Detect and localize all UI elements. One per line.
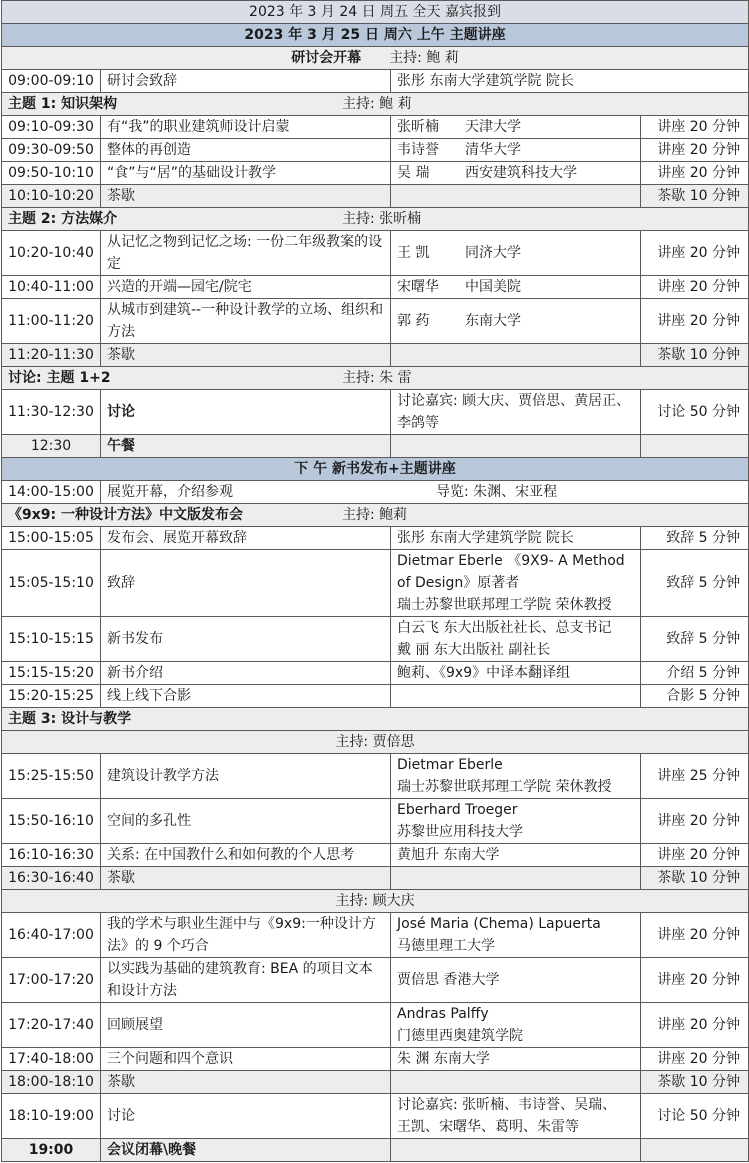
speaker-cell: [391, 913, 641, 958]
duration-text: 合影 5 分钟: [666, 688, 741, 704]
item-text: “食”与“居”的基础设计教学: [107, 165, 277, 181]
item-cell: [101, 1071, 391, 1094]
speaker-org: 同济大学: [465, 245, 521, 261]
table-row: [2, 958, 749, 1003]
speaker-cell: [391, 390, 641, 435]
speaker-cell: [391, 276, 641, 299]
time-cell: [2, 299, 101, 344]
item-cell: [101, 162, 391, 185]
speaker-cell: [391, 139, 641, 162]
speaker-line: 张彤 东南大学建筑学院 院长: [397, 530, 574, 546]
item-text: 发布会、展览开幕致辞: [107, 530, 247, 546]
speaker-org: 东南大学: [465, 313, 521, 329]
time-text: 15:00-15:05: [8, 530, 94, 546]
item-text: 线上线下合影: [107, 688, 191, 704]
day1-banner-text: 2023 年 3 月 24 日 周五 全天 嘉宾报到: [249, 4, 501, 20]
item-text: 关系: 在中国教什么和如何教的个人思考: [107, 847, 355, 863]
time-cell: [2, 70, 101, 93]
table-row: [2, 367, 749, 390]
item-cell: [101, 1139, 391, 1162]
afternoon-banner-text: 下 午 新书发布+主题讲座: [294, 461, 456, 477]
item-text: 会议闭幕\晚餐: [107, 1142, 197, 1158]
duration-text: 讲座 25 分钟: [657, 768, 741, 784]
item-cell: [101, 958, 391, 1003]
speaker-name: 王 凯: [397, 245, 430, 261]
speaker-cell: [391, 662, 641, 685]
duration-cell: [641, 116, 749, 139]
speaker-line: 王凯、宋曙华、葛明、朱雷等: [397, 1119, 579, 1135]
speaker-line: Andras Palffy: [397, 1006, 489, 1022]
duration-cell: [641, 1003, 749, 1048]
speaker-cell: [391, 1094, 641, 1139]
time-cell: [2, 116, 101, 139]
time-cell: [2, 958, 101, 1003]
item-cell: [101, 799, 391, 844]
speaker-cell: [391, 344, 641, 367]
table-row: [2, 890, 749, 913]
duration-cell: [641, 1139, 749, 1162]
duration-cell: [641, 299, 749, 344]
duration-text: 讲座 20 分钟: [657, 279, 741, 295]
speaker-block: [397, 276, 634, 298]
table-row: [2, 481, 749, 504]
theme2-header: [2, 208, 749, 231]
afternoon-banner: [2, 458, 749, 481]
item-text: 致辞: [107, 575, 135, 591]
time-cell: [2, 662, 101, 685]
table-row: [2, 344, 749, 367]
speaker-cell: [391, 685, 641, 708]
duration-cell: [641, 231, 749, 276]
speaker-cell: [391, 70, 749, 93]
section-title: 讨论: 主题 1+2: [8, 370, 111, 386]
speaker-block: [397, 242, 634, 264]
table-row: [2, 617, 749, 662]
speaker-line: 马德里理工大学: [397, 938, 495, 954]
item-text: 空间的多孔性: [107, 813, 191, 829]
duration-cell: [641, 662, 749, 685]
item-cell: [101, 662, 391, 685]
time-cell: [2, 550, 101, 617]
table-row: [2, 139, 749, 162]
item-text: 回顾展望: [107, 1017, 163, 1033]
duration-text: 讲座 20 分钟: [657, 313, 741, 329]
duration-text: 讲座 20 分钟: [657, 165, 741, 181]
item-cell: [101, 231, 391, 276]
day2-banner: [2, 24, 749, 47]
speaker-name: 郭 药: [397, 313, 430, 329]
time-text: 17:40-18:00: [8, 1051, 94, 1067]
table-row: [2, 844, 749, 867]
speaker-cell: [391, 527, 641, 550]
duration-cell: [641, 799, 749, 844]
table-row: [2, 754, 749, 799]
speaker-line: 鲍莉、《9x9》中译本翻译组: [397, 665, 571, 681]
table-row: [2, 185, 749, 208]
speaker-cell: [391, 435, 641, 458]
duration-cell: [641, 844, 749, 867]
time-text: 11:30-12:30: [8, 404, 94, 420]
item-cell: [101, 527, 391, 550]
table-row: [2, 24, 749, 47]
table-row: [2, 1, 749, 24]
table-row: [2, 867, 749, 890]
conference-schedule: [1, 0, 749, 1162]
theme1-header: [2, 93, 749, 116]
speaker-cell: [391, 754, 641, 799]
time-text: 09:00-09:10: [8, 73, 94, 89]
section-host: 主持: 张昕楠: [342, 211, 422, 227]
item-text: 研讨会致辞: [107, 73, 177, 89]
duration-text: 讲座 20 分钟: [657, 142, 741, 158]
table-row: [2, 913, 749, 958]
item-text: 有“我”的职业建筑师设计启蒙: [107, 119, 290, 135]
table-row: [2, 799, 749, 844]
duration-cell: [641, 754, 749, 799]
speaker-line: 瑞士苏黎世联邦理工学院 荣休教授: [397, 779, 612, 795]
time-cell: [2, 1048, 101, 1071]
item-cell: [101, 913, 391, 958]
section-title: 主题 1: 知识架构: [8, 96, 118, 112]
table-row: [2, 662, 749, 685]
speaker-cell: [391, 617, 641, 662]
time-text: 17:20-17:40: [8, 1017, 94, 1033]
table-row: [2, 231, 749, 276]
table-row: [2, 162, 749, 185]
speaker-line: 黄旭升 东南大学: [397, 847, 500, 863]
day1-banner: [2, 1, 749, 24]
duration-text: 讲座 20 分钟: [657, 972, 741, 988]
duration-cell: [641, 958, 749, 1003]
item-cell: [101, 139, 391, 162]
duration-text: 讲座 20 分钟: [657, 847, 741, 863]
time-cell: [2, 231, 101, 276]
table-row: [2, 1048, 749, 1071]
item-text: 新书介绍: [107, 665, 163, 681]
item-cell: [101, 481, 749, 504]
time-text: 14:00-15:00: [8, 484, 94, 500]
section-title: 主题 3: 设计与教学: [8, 711, 132, 727]
time-text: 15:15-15:20: [8, 665, 94, 681]
table-row: [2, 1139, 749, 1162]
duration-cell: [641, 1094, 749, 1139]
speaker-line: 戴 丽 东大出版社 副社长: [397, 642, 551, 658]
speaker-org: 中国美院: [465, 279, 521, 295]
speaker-line: 门德里西奥建筑学院: [397, 1028, 523, 1044]
time-text: 15:50-16:10: [8, 813, 94, 829]
speaker-cell: [391, 162, 641, 185]
item-text: 从记忆之物到记忆之场: 一份二年级教案的设定: [107, 234, 383, 272]
item-cell: [101, 1094, 391, 1139]
time-cell: [2, 844, 101, 867]
table-row: [2, 731, 749, 754]
item-text: 以实践为基础的建筑教育: BEA 的项目文本和设计方法: [107, 961, 373, 999]
table-row: [2, 116, 749, 139]
book-header: [2, 504, 749, 527]
table-row: [2, 1003, 749, 1048]
time-text: 09:50-10:10: [8, 165, 94, 181]
item-cell: [101, 685, 391, 708]
item-text: 讨论: [107, 404, 135, 420]
duration-cell: [641, 527, 749, 550]
table-row: [2, 527, 749, 550]
duration-cell: [641, 617, 749, 662]
item-text: 我的学术与职业生涯中与《9x9:一种设计方法》的 9 个巧合: [107, 916, 376, 954]
time-text: 17:00-17:20: [8, 972, 94, 988]
duration-cell: [641, 162, 749, 185]
item-cell: [101, 344, 391, 367]
break-text: 茶歇: [107, 347, 135, 363]
item-cell: [101, 435, 391, 458]
time-cell: [2, 754, 101, 799]
speaker-cell: [391, 1003, 641, 1048]
table-row: [2, 47, 749, 70]
speaker-name: 吴 瑞: [397, 165, 430, 181]
speaker-line: 瑞士苏黎世联邦理工学院 荣休教授: [397, 597, 612, 613]
time-text: 19:00: [28, 1142, 74, 1158]
item-cell: [101, 70, 391, 93]
time-cell: [2, 685, 101, 708]
time-cell: [2, 617, 101, 662]
item-text: 新书发布: [107, 631, 163, 647]
speaker-line: Dietmar Eberle 《9X9- A Method of Design》原著者: [397, 553, 625, 591]
section-host: 主持: 鲍 莉: [389, 50, 459, 66]
item-text: 展览开幕，介绍参观: [107, 484, 233, 500]
time-cell: [2, 139, 101, 162]
speaker-cell: [391, 1071, 641, 1094]
time-text: 15:25-15:50: [8, 768, 94, 784]
duration-text: 致辞 5 分钟: [666, 575, 741, 591]
item-cell: [101, 390, 391, 435]
duration-text: 讲座 20 分钟: [657, 813, 741, 829]
speaker-text: 讨论嘉宾: 顾大庆、贾倍思、黄居正、李鸽等: [397, 393, 631, 431]
speaker-block: [397, 162, 634, 184]
speaker-org: 天津大学: [465, 119, 521, 135]
table-row: [2, 550, 749, 617]
speaker-line: Eberhard Troeger: [397, 802, 518, 818]
section-title: 研讨会开幕: [291, 50, 362, 66]
time-cell: [2, 867, 101, 890]
time-text: 18:00-18:10: [8, 1074, 94, 1090]
day2-banner-text: 2023 年 3 月 25 日 周六 上午 主题讲座: [244, 27, 506, 43]
table-row: [2, 390, 749, 435]
duration-text: 茶歇 10 分钟: [657, 188, 741, 204]
section-title: 主题 2: 方法媒介: [8, 211, 118, 227]
item-text: 午餐: [107, 438, 135, 454]
speaker-text: 张彤 东南大学建筑学院 院长: [397, 73, 574, 89]
speaker-name: 张昕楠: [397, 119, 439, 135]
time-cell: [2, 799, 101, 844]
time-text: 09:10-09:30: [8, 119, 94, 135]
duration-cell: [641, 913, 749, 958]
section-host: 主持: 鲍莉: [342, 507, 408, 523]
time-text: 16:40-17:00: [8, 927, 94, 943]
speaker-cell: [391, 1139, 641, 1162]
time-text: 16:10-16:30: [8, 847, 94, 863]
time-cell: [2, 276, 101, 299]
time-text: 10:20-10:40: [8, 245, 94, 261]
speaker-cell: [391, 185, 641, 208]
time-text: 15:05-15:10: [8, 575, 94, 591]
table-row: [2, 276, 749, 299]
speaker-line: 苏黎世应用科技大学: [397, 824, 523, 840]
time-text: 18:10-19:00: [8, 1108, 94, 1124]
time-cell: [2, 344, 101, 367]
speaker-cell: [391, 550, 641, 617]
duration-text: 致辞 5 分钟: [666, 631, 741, 647]
item-cell: [101, 550, 391, 617]
duration-cell: [641, 344, 749, 367]
time-cell: [2, 913, 101, 958]
break-text: 茶歇: [107, 1074, 135, 1090]
discussion1-header: [2, 367, 749, 390]
speaker-cell: [391, 958, 641, 1003]
opening-header: [2, 47, 749, 70]
time-text: 15:10-15:15: [8, 631, 94, 647]
table-row: [2, 458, 749, 481]
time-cell: [2, 185, 101, 208]
time-cell: [2, 1071, 101, 1094]
speaker-cell: [391, 231, 641, 276]
theme3-host-b: [2, 890, 749, 913]
time-cell: [2, 1003, 101, 1048]
time-cell: [2, 1094, 101, 1139]
duration-cell: [641, 435, 749, 458]
speaker-cell: [391, 799, 641, 844]
time-text: 16:30-16:40: [8, 870, 94, 886]
speaker-cell: [391, 1048, 641, 1071]
time-cell: [2, 435, 101, 458]
time-text: 12:30: [30, 438, 72, 454]
time-text: 10:40-11:00: [8, 279, 94, 295]
speaker-block: [397, 139, 634, 161]
item-cell: [101, 1003, 391, 1048]
item-text: 从城市到建筑--一种设计教学的立场、组织和方法: [107, 302, 384, 340]
duration-cell: [641, 139, 749, 162]
item-cell: [101, 276, 391, 299]
item-text: 整体的再创造: [107, 142, 191, 158]
speaker-cell: [391, 116, 641, 139]
speaker-name: 韦诗誉: [397, 142, 439, 158]
duration-text: 茶歇 10 分钟: [657, 347, 741, 363]
duration-text: 茶歇 10 分钟: [657, 1074, 741, 1090]
item-cell: [101, 754, 391, 799]
speaker-line: 白云飞 东大出版社社长、总支书记: [397, 620, 612, 636]
duration-text: 茶歇 10 分钟: [657, 870, 741, 886]
item-text: 兴造的开端—园宅/院宅: [107, 279, 252, 295]
table-row: [2, 299, 749, 344]
item-cell: [101, 299, 391, 344]
guide-text: 导览: 朱渊、宋亚程: [436, 484, 558, 500]
speaker-line: 贾倍思 香港大学: [397, 972, 500, 988]
host-text: 主持: 顾大庆: [335, 893, 415, 909]
table-row: [2, 1094, 749, 1139]
time-cell: [2, 162, 101, 185]
item-cell: [101, 844, 391, 867]
duration-text: 讲座 20 分钟: [657, 927, 741, 943]
time-text: 11:20-11:30: [8, 347, 94, 363]
table-row: [2, 685, 749, 708]
duration-cell: [641, 185, 749, 208]
table-row: [2, 93, 749, 116]
item-cell: [101, 867, 391, 890]
time-cell: [2, 527, 101, 550]
item-cell: [101, 185, 391, 208]
time-text: 10:10-10:20: [8, 188, 94, 204]
speaker-name: 宋曙华: [397, 279, 439, 295]
duration-cell: [641, 390, 749, 435]
speaker-org: 西安建筑科技大学: [465, 165, 577, 181]
duration-cell: [641, 867, 749, 890]
duration-text: 讲座 20 分钟: [657, 119, 741, 135]
time-text: 11:00-11:20: [8, 313, 94, 329]
duration-text: 讲座 20 分钟: [657, 245, 741, 261]
section-host: 主持: 鲍 莉: [342, 96, 412, 112]
table-row: [2, 708, 749, 731]
item-cell: [101, 1048, 391, 1071]
speaker-block: [397, 310, 634, 332]
duration-text: 讨论 50 分钟: [657, 1108, 741, 1124]
time-cell: [2, 1139, 101, 1162]
table-row: [2, 504, 749, 527]
duration-cell: [641, 1048, 749, 1071]
time-cell: [2, 481, 101, 504]
time-text: 09:30-09:50: [8, 142, 94, 158]
duration-text: 讨论 50 分钟: [657, 404, 741, 420]
host-text: 主持: 贾倍思: [335, 734, 415, 750]
table-row: [2, 208, 749, 231]
speaker-cell: [391, 844, 641, 867]
speaker-line: 朱 渊 东南大学: [397, 1051, 490, 1067]
break-text: 茶歇: [107, 870, 135, 886]
time-text: 15:20-15:25: [8, 688, 94, 704]
duration-text: 介绍 5 分钟: [666, 665, 741, 681]
speaker-org: 清华大学: [465, 142, 521, 158]
duration-cell: [641, 276, 749, 299]
item-cell: [101, 617, 391, 662]
section-title: 《9x9: 一种设计方法》中文版发布会: [8, 507, 243, 523]
duration-cell: [641, 685, 749, 708]
duration-cell: [641, 1071, 749, 1094]
item-cell: [101, 116, 391, 139]
speaker-block: [397, 116, 634, 138]
table-row: [2, 1071, 749, 1094]
item-text: 建筑设计教学方法: [107, 768, 219, 784]
item-text: 三个问题和四个意识: [107, 1051, 233, 1067]
table-row: [2, 70, 749, 93]
speaker-cell: [391, 867, 641, 890]
theme3-header: [2, 708, 749, 731]
speaker-cell: [391, 299, 641, 344]
table-row: [2, 435, 749, 458]
duration-text: 讲座 20 分钟: [657, 1051, 741, 1067]
duration-text: 致辞 5 分钟: [666, 530, 741, 546]
section-host: 主持: 朱 雷: [342, 370, 412, 386]
speaker-line: Dietmar Eberle: [397, 757, 503, 773]
speaker-line: 讨论嘉宾: 张昕楠、韦诗誉、吴瑞、: [397, 1097, 617, 1113]
duration-text: 讲座 20 分钟: [657, 1017, 741, 1033]
break-text: 茶歇: [107, 188, 135, 204]
theme3-host-a: [2, 731, 749, 754]
duration-cell: [641, 550, 749, 617]
speaker-line: José Maria (Chema) Lapuerta: [397, 916, 601, 932]
time-cell: [2, 390, 101, 435]
item-text: 讨论: [107, 1108, 135, 1124]
